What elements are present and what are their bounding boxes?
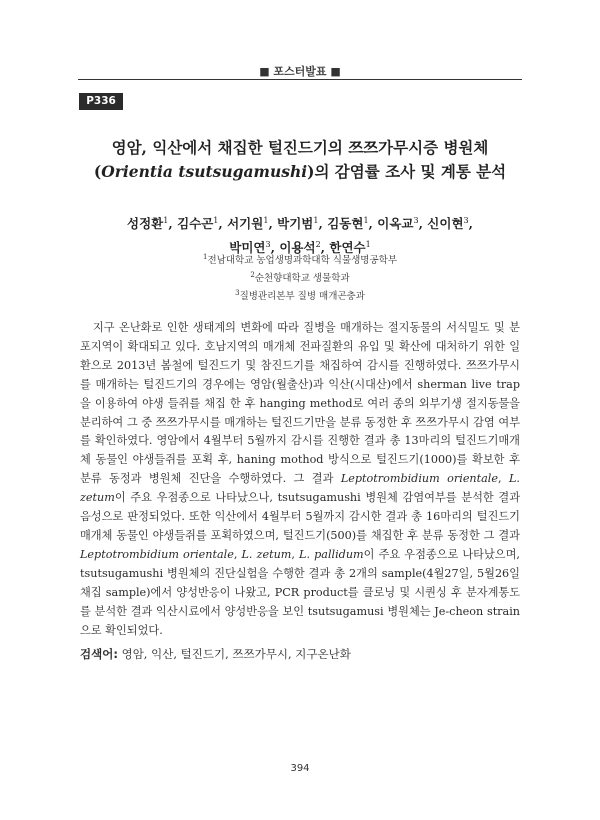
title-paren: ( xyxy=(93,162,102,181)
paper-title xyxy=(60,136,540,184)
species-name: Leptotrombidium orientale xyxy=(340,472,499,486)
author: 이용석$^2$, xyxy=(279,240,330,256)
author: 성정환$^1$, xyxy=(127,216,178,232)
author: 박미연$^3$, xyxy=(229,240,280,256)
title-line-2 xyxy=(60,160,540,184)
author: 김수곤$^1$, xyxy=(177,216,228,232)
keywords-text: 영암, 익산, 털진드기, 쯔쯔가무시, 지구온난화 xyxy=(117,647,351,661)
affiliation-list xyxy=(80,250,520,304)
title-species: Orientia tsutsugamushi xyxy=(101,162,308,181)
section-header: ■ 포스터발표 ■ xyxy=(259,65,341,78)
poster-id-badge: P336 xyxy=(79,93,123,110)
page-number: 394 xyxy=(290,763,310,774)
author: 서기원$^1$, xyxy=(227,216,278,232)
species-name: L. zetum xyxy=(241,547,292,561)
author: 이옥교$^3$, xyxy=(377,216,428,232)
affiliation: $^2$순천향대학교 생물학과 xyxy=(250,271,350,285)
author: 한연수$^1$ xyxy=(329,240,371,256)
species-name: Leptotrombidium orientale xyxy=(80,547,234,561)
species-name: L. pallidum xyxy=(299,547,364,561)
author: 박기범$^1$, xyxy=(277,216,328,232)
keywords xyxy=(80,645,520,663)
header-divider xyxy=(78,79,522,80)
species-name: L. zetum xyxy=(80,472,520,505)
title-line-2-rest: )의 감염률 조사 및 계통 분석 xyxy=(307,162,507,181)
keywords-label: 검색어: xyxy=(80,647,118,661)
author-line-1 xyxy=(80,210,520,234)
author: 김동현$^1$, xyxy=(327,216,378,232)
author: 신이현$^3$, xyxy=(427,216,473,232)
affiliation: $^3$질병관리본부 질병 매개곤충과 xyxy=(235,289,365,303)
affiliation: $^1$전남대학교 농업생명과학대학 식물생명공학부 xyxy=(202,253,398,267)
abstract-body: 지구 온난화로 인한 생태계의 변화에 따라 질병을 매개하는 절지동물의 서식밀도 및 분포지역이 확대되고 있다. 호남지역의 매개체 전파질환의 유입 및 확산에 대처하기 위한 일환으로 2013년 봄철에 털진드기 및 참진드기를 채집하여 감시를 진행하였다. 쯔쯔가무시를 매개하는 털진드기의 경우에는 영암(월출산)과 익산(시대산)에서 sherman live trap을 이용하여 야생 들쥐를 채집 한 후 hanging method로 여러 종의 외부기생 절지동물을 분리하여 그 중 쯔쯔가무시를 매개하는 털진드기만을 분류 동정한 후 쯔쯔가무시 감염 여부를 확인하였다. 영암에서 4월부터 5월까지 감시를 진행한 결과 총 13마리의 털진드기매개체 동물인 야생들쥐를 포획 후, haning mothod 방식으로 털진드기(1000)를 확보한 후 분류 동정과 병원체 진단을 수행하였다. 그 결과 Leptotrombidium orientale, L. zetum이 주요 우점종으로 나타났으나, tsutsugamushi 병원체 감염여부를 분석한 결과 음성으로 판정되었다. 또한 익산에서 4월부터 5월까지 감시한 결과 총 16마리의 털진드기매개체 동물인 야생들쥐를 포획하였으며, 털진드기(500)를 채집한 후 분류 동정한 그 결과Leptotrombidium orientale, L. zetum, L. pallidum이 주요 우점종으로 나타났으며, tsutsugamushi 병원체의 진단실험을 수행한 결과 총 2개의 sample(4월27일, 5월26일 채집 sample)에서 양성반응이 나왔고, PCR product를 클로닝 및 시퀀싱 후 분자계통도를 분석한 결과 익산시료에서 양성반응을 보인 tsutsugamusi 병원체는 Je-cheon strain으로 확인되었다. xyxy=(80,321,520,637)
title-line-1: 영암, 익산에서 채집한 털진드기의 쯔쯔가무시증 병원체 xyxy=(111,138,489,157)
